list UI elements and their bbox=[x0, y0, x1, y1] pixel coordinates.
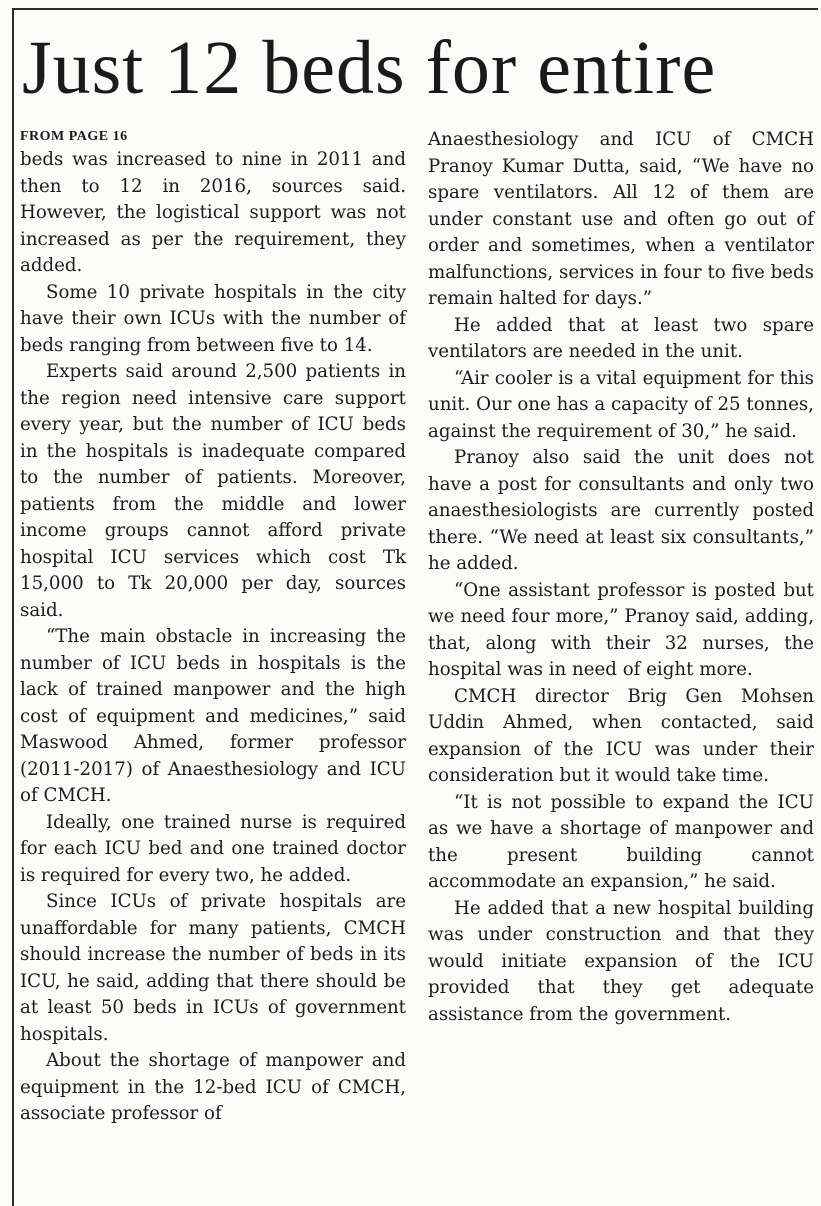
paragraph: “The main obstacle in increasing the number of ICU beds in hospitals is the lack of trained manpower and the high cost of equipment and medicines,” said Maswood Ahmed, former professor (2011-2017) of Anaesthesiology and ICU of CMCH. bbox=[20, 626, 406, 806]
continued-from-label: FROM PAGE 16 bbox=[20, 129, 128, 144]
paragraph: Experts said around 2,500 patients in the region need intensive care support every year, but the number of ICU beds in the hospitals is inadequate compared to the number of patients. Moreover, patients from the middle and lower income groups cannot afford private hospital ICU services which cost Tk 15,000 to Tk 20,000 per day, sources said. bbox=[20, 361, 406, 621]
paragraph: Anaesthesiology and ICU of CMCH Pranoy Kumar Dutta, said, “We have no spare ventilators. All 12 of them are under constant use and often go out of order and sometimes, when a ventilator malfunctions, services in four to five beds remain halted for days.” bbox=[428, 129, 814, 309]
paragraph: About the shortage of manpower and equipment in the 12-bed ICU of CMCH, associate professor of bbox=[20, 1050, 406, 1124]
paragraph: CMCH director Brig Gen Mohsen Uddin Ahmed, when contacted, said expansion of the ICU was under their consideration but it would take time. bbox=[428, 685, 814, 786]
paragraph: Some 10 private hospitals in the city have their own ICUs with the number of beds ranging from between five to 14. bbox=[20, 281, 406, 356]
article-body bbox=[20, 127, 814, 1128]
right-column bbox=[428, 127, 814, 1128]
top-rule bbox=[12, 8, 818, 10]
paragraph: Ideally, one trained nurse is required for each ICU bed and one trained doctor is required for every two, he added. bbox=[20, 811, 406, 886]
paragraph: Pranoy also said the unit does not have a post for consultants and only two anaesthesiologists are currently posted there. “We need at least six consultants,” he added. bbox=[428, 447, 814, 574]
paragraph: “One assistant professor is posted but we need four more,” Pranoy said, adding, that, along with their 32 nurses, the hospital was in need of eight more. bbox=[428, 579, 814, 680]
paragraph: beds was increased to nine in 2011 and then to 12 in 2016, sources said. However, the logistical support was not increased as per the requirement, they added. bbox=[20, 149, 406, 276]
left-rule bbox=[12, 8, 14, 1206]
paragraph: “Air cooler is a vital equipment for this unit. Our one has a capacity of 25 tonnes, against the requirement of 30,” he said. bbox=[428, 367, 814, 442]
paragraph: He added that a new hospital building was under construction and that they would initiate expansion of the ICU provided that they get adequate assistance from the government. bbox=[428, 897, 814, 1025]
left-column bbox=[20, 127, 406, 1128]
paragraph: “It is not possible to expand the ICU as we have a shortage of manpower and the present building cannot accommodate an expansion,” he said. bbox=[428, 791, 814, 892]
paragraph: He added that at least two spare ventilators are needed in the unit. bbox=[428, 314, 814, 362]
paragraph: Since ICUs of private hospitals are unaffordable for many patients, CMCH should increase the number of beds in its ICU, he said, adding that there should be at least 50 beds in ICUs of government hospitals. bbox=[20, 891, 406, 1045]
headline: Just 12 beds for entire bbox=[22, 26, 717, 110]
